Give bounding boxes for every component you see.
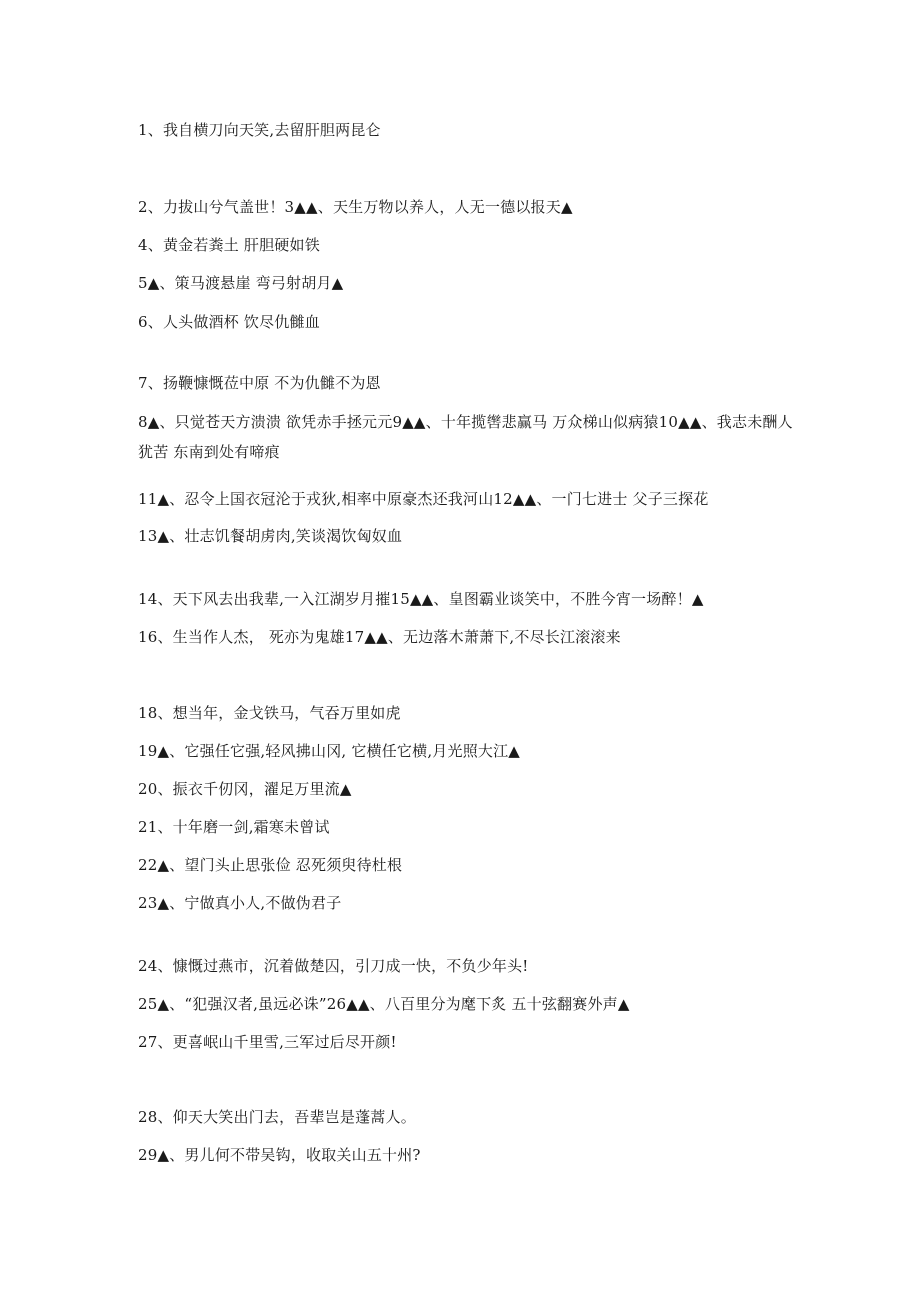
poem-line-12: 18、想当年，金戈铁马，气吞万里如虎 [138, 704, 401, 722]
poem-line-20: 27、更喜岷山千里雪,三军过后尽开颜! [138, 1033, 397, 1051]
poem-line-15: 21、十年磨一剑,霜寒未曾试 [138, 818, 330, 836]
poem-line-7: 8▲、只觉苍天方溃溃 欲凭赤手拯元元9▲▲、十年揽辔悲赢马 万众梯山似病猿10▲▲、我志未酬人犹苦 东南到处有啼痕 [138, 413, 793, 461]
poem-line-9: 13▲、壮志饥餐胡虏肉,笑谈渴饮匈奴血 [138, 527, 403, 545]
poem-line-21: 28、仰天大笑出门去，吾辈岂是蓬蒿人。 [138, 1108, 416, 1126]
poem-line-11: 16、生当作人杰， 死亦为鬼雄17▲▲、无边落木萧萧下,不尽长江滚滚来 [138, 628, 621, 646]
poem-line-10: 14、天下风去出我辈,一入江湖岁月摧15▲▲、皇图霸业谈笑中，不胜今宵一场醉！▲ [138, 590, 704, 608]
poem-line-4: 5▲、策马渡悬崖 弯弓射胡月▲ [138, 274, 344, 292]
poem-line-17: 23▲、宁做真小人,不做伪君子 [138, 894, 342, 912]
poem-line-6: 7、扬鞭慷慨莅中原 不为仇雠不为恩 [138, 374, 381, 392]
poem-line-19: 25▲、“犯强汉者,虽远必诛”26▲▲、八百里分为麾下炙 五十弦翻赛外声▲ [138, 995, 630, 1013]
poem-line-8: 11▲、忍令上国衣冠沦于戎狄,相率中原豪杰还我河山12▲▲、一门七进士 父子三探花 [138, 490, 709, 508]
poem-line-1: 1、我自横刀向天笑,去留肝胆两昆仑 [138, 121, 381, 139]
poem-line-2: 2、力拔山兮气盖世！3▲▲、天生万物以养人，人无一德以报天▲ [138, 198, 573, 216]
poem-line-14: 20、振衣千仞冈，濯足万里流▲ [138, 780, 352, 798]
poem-line-3: 4、黄金若粪土 肝胆硬如铁 [138, 236, 320, 254]
poem-line-16: 22▲、望门头止思张俭 忍死须臾待杜根 [138, 856, 403, 874]
poem-line-5: 6、人头做酒杯 饮尽仇雠血 [138, 313, 320, 331]
poem-line-18: 24、慷慨过燕市，沉着做楚囚，引刀成一快，不负少年头! [138, 957, 529, 975]
poem-line-22: 29▲、男儿何不带吴钩，收取关山五十州? [138, 1146, 421, 1164]
poem-line-13: 19▲、它强任它强,轻风拂山冈, 它横任它横,月光照大江▲ [138, 742, 521, 760]
